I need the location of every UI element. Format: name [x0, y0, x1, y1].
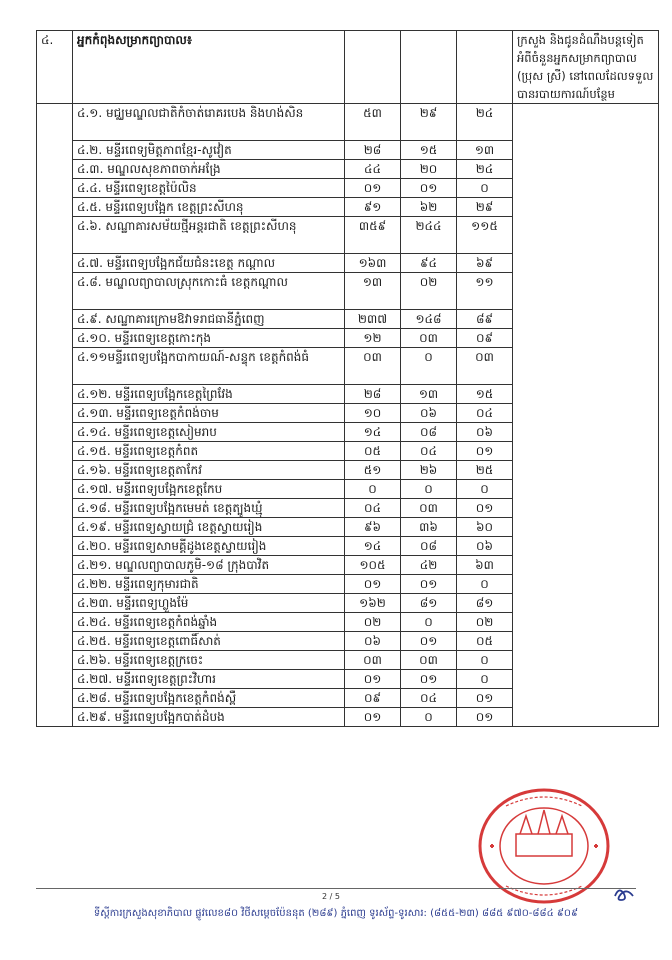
facility-name: ៤.២៣. មន្ទីរពេទ្យហ្លួងម៉ែ — [73, 594, 345, 613]
male-count: ១៤៨ — [401, 310, 457, 329]
female-count: ០៥ — [457, 632, 513, 651]
male-count: ០២ — [401, 273, 457, 310]
section-header-row — [37, 31, 659, 104]
total-count: ៤៤ — [345, 160, 401, 179]
female-count: ៦៣ — [457, 556, 513, 575]
total-count: ០១ — [345, 575, 401, 594]
female-count: ០១ — [457, 442, 513, 461]
male-count: ០៣ — [401, 329, 457, 348]
male-count: ១៥ — [401, 141, 457, 160]
male-count: ២៤៤ — [401, 217, 457, 254]
empty-cell — [401, 31, 457, 104]
female-count: ១៥ — [457, 385, 513, 404]
total-count: ៩៦ — [345, 518, 401, 537]
total-count: ១៤ — [345, 537, 401, 556]
female-count: ០១ — [457, 708, 513, 727]
female-count: ០៤ — [457, 404, 513, 423]
male-count: ១៣ — [401, 385, 457, 404]
total-count: ៥១ — [345, 461, 401, 480]
total-count: ២៨ — [345, 141, 401, 160]
total-count: ១៤ — [345, 423, 401, 442]
total-count: ២៣៧ — [345, 310, 401, 329]
male-count: ០ — [401, 708, 457, 727]
section-index: ៤. — [37, 31, 73, 104]
male-count: ០១ — [401, 179, 457, 198]
footer-address: ទីស្តីការក្រសួងសុខាភិបាល ផ្លូវលេខ៨០ វិថីសម្ដេចប៉ែននុត (២៨៩) ភ្នំពេញ ទូរស័ព្ទ-ទូរសារ: (៨៥៥-២៣) ៨៨៥ ៩៧០-៨៨៤ ៩០៩ — [93, 908, 579, 919]
facility-name: ៤.២១. មណ្ឌលព្យាបាលភូមិ-១៨ ក្រុងបាវិត — [73, 556, 345, 575]
total-count: ១៣ — [345, 273, 401, 310]
male-count: ០៤ — [401, 689, 457, 708]
total-count: ០ — [345, 480, 401, 499]
total-count: ១០៥ — [345, 556, 401, 575]
signature-mark — [612, 884, 638, 904]
facility-name: ៤.២២. មន្ទីរពេទ្យកុមារជាតិ — [73, 575, 345, 594]
male-count: ០៨ — [401, 423, 457, 442]
total-count: ០៩ — [345, 689, 401, 708]
total-count: ០២ — [345, 613, 401, 632]
total-count: ០៣ — [345, 651, 401, 670]
female-count: ១១៥ — [457, 217, 513, 254]
section-title: អ្នកកំពុងសម្រាកព្យាបាល៖ — [73, 31, 345, 104]
total-count: ១២ — [345, 329, 401, 348]
total-count: ០១ — [345, 179, 401, 198]
female-count: ៦៩ — [457, 254, 513, 273]
male-count: ០ — [401, 480, 457, 499]
female-count: ០ — [457, 670, 513, 689]
facility-name: ៤.២៧. មន្ទីរពេទ្យខេត្តព្រះវិហារ — [73, 670, 345, 689]
total-count: ៥៣ — [345, 104, 401, 141]
female-count: ៨១ — [457, 594, 513, 613]
female-count: ១១ — [457, 273, 513, 310]
female-count: ២៥ — [457, 461, 513, 480]
facility-name: ៤.១៤. មន្ទីរពេទ្យខេត្តសៀមរាប — [73, 423, 345, 442]
male-count: ០ — [401, 613, 457, 632]
female-count: ៦០ — [457, 518, 513, 537]
male-count: ៦២ — [401, 198, 457, 217]
facility-name: ៤.១០. មន្ទីរពេទ្យខេត្តកោះកុង — [73, 329, 345, 348]
total-count: ០១ — [345, 708, 401, 727]
female-count: ០ — [457, 179, 513, 198]
male-count: ០១ — [401, 670, 457, 689]
facility-name: ៤.៤. មន្ទីរពេទ្យខេត្តប៉ៃលិន — [73, 179, 345, 198]
male-count: ០១ — [401, 632, 457, 651]
male-count: ០៨ — [401, 537, 457, 556]
total-count: ០១ — [345, 670, 401, 689]
total-count: ០៣ — [345, 348, 401, 385]
female-count: ០ — [457, 480, 513, 499]
facility-name: ៤.៣. មណ្ឌលសុខភាពចាក់អង្រែ — [73, 160, 345, 179]
facility-name: ៤.២៥. មន្ទីរពេទ្យខេត្តពោធិ៍សាត់ — [73, 632, 345, 651]
female-count: ០៦ — [457, 423, 513, 442]
facility-name: ៤.២០. មន្ទីរពេទ្យសាមគ្គីដូងខេត្តស្វាយរៀង — [73, 537, 345, 556]
total-count: ៩១ — [345, 198, 401, 217]
total-count: ១៦២ — [345, 594, 401, 613]
facility-name: ៤.១៨. មន្ទីរពេទ្យបង្អែកមេមត់ ខេត្តត្បូងឃ្មុំ — [73, 499, 345, 518]
male-count: ៨១ — [401, 594, 457, 613]
male-count: ០៦ — [401, 404, 457, 423]
total-count: ៣៥៩ — [345, 217, 401, 254]
male-count: ២៩ — [401, 104, 457, 141]
female-count: ០៣ — [457, 348, 513, 385]
note-column-cell — [513, 104, 659, 727]
section-note: ក្រសួង និងជូនដំណឹងបន្តទៀតអំពីចំនួនអ្នកសម្រាកព្យាបាល (ប្រុស ស្រី) នៅពេលដែលទទួលបានរបាយការណ៍បន្ថែម — [513, 31, 659, 104]
facility-name: ៤.១. មជ្ឈមណ្ឌលជាតិកំចាត់រោគរបេង និងហង់សិន — [73, 104, 345, 141]
facility-name: ៤.៨. មណ្ឌលព្យាបាលស្រុកកោះធំ ខេត្តកណ្តាល — [73, 273, 345, 310]
total-count: ២៨ — [345, 385, 401, 404]
female-count: ០ — [457, 651, 513, 670]
male-count: ០ — [401, 348, 457, 385]
facility-name: ៤.៩. សណ្ឋាគារក្រោមឱវាទរាជធានីភ្នំពេញ — [73, 310, 345, 329]
female-count: ០៩ — [457, 329, 513, 348]
facility-name: ៤.១៣. មន្ទីរពេទ្យខេត្តកំពង់ចាម — [73, 404, 345, 423]
male-count: ៤២ — [401, 556, 457, 575]
female-count: ២៩ — [457, 198, 513, 217]
total-count: ១៦៣ — [345, 254, 401, 273]
female-count: ០ — [457, 575, 513, 594]
facility-name: ៤.១៦. មន្ទីរពេទ្យខេត្តតាកែវ — [73, 461, 345, 480]
male-count: ០៣ — [401, 499, 457, 518]
female-count: ១៣ — [457, 141, 513, 160]
facility-name: ៤.១៥. មន្ទីរពេទ្យខេត្តកំពត — [73, 442, 345, 461]
facility-name: ៤.៥. មន្ទីរពេទ្យបង្អែក ខេត្តព្រះសីហនុ — [73, 198, 345, 217]
male-count: ០៣ — [401, 651, 457, 670]
female-count: ២៤ — [457, 160, 513, 179]
facility-name: ៤.១៧. មន្ទីរពេទ្យបង្អែកខេត្តកែប — [73, 480, 345, 499]
male-count: ៣៦ — [401, 518, 457, 537]
facility-name: ៤.១១មន្ទីរពេទ្យបង្អែកបាកាយណ៍-សន្ទុក ខេត្តកំពង់ធំ — [73, 348, 345, 385]
total-count: ០៤ — [345, 499, 401, 518]
table-row — [37, 104, 659, 141]
total-count: ០៥ — [345, 442, 401, 461]
facility-name: ៤.១៩. មន្ទីរពេទ្យស្វាយជ្រំ ខេត្តស្វាយរៀង — [73, 518, 345, 537]
male-count: ០១ — [401, 575, 457, 594]
total-count: ១០ — [345, 404, 401, 423]
male-count: ២៦ — [401, 461, 457, 480]
female-count: ០២ — [457, 613, 513, 632]
facility-name: ៤.២៨. មន្ទីរពេទ្យបង្អែកខេត្តកំពង់ស្ពឺ — [73, 689, 345, 708]
facility-name: ៤.៧. មន្ទីរពេទ្យបង្អែកជ័យជំនះខេត្ត កណ្តាល — [73, 254, 345, 273]
male-count: ០៤ — [401, 442, 457, 461]
empty-cell — [457, 31, 513, 104]
index-column-cell — [37, 104, 73, 727]
facility-name: ៤.៦. សណ្ឋាគារសម័យថ្មីអន្តរជាតិ ខេត្តព្រះសីហនុ — [73, 217, 345, 254]
empty-cell — [345, 31, 401, 104]
report-table — [36, 30, 659, 727]
facility-name: ៤.២៤. មន្ទីរពេទ្យខេត្តកំពង់ឆ្នាំង — [73, 613, 345, 632]
female-count: ០១ — [457, 499, 513, 518]
page-number: 2 / 5 — [322, 892, 340, 901]
total-count: ០៦ — [345, 632, 401, 651]
facility-name: ៤.២. មន្ទីរពេទ្យមិត្តភាពខ្មែរ-សូវៀត — [73, 141, 345, 160]
female-count: ៨៩ — [457, 310, 513, 329]
female-count: ០១ — [457, 689, 513, 708]
footer-rule — [36, 888, 636, 889]
male-count: ៩៤ — [401, 254, 457, 273]
female-count: ២៤ — [457, 104, 513, 141]
facility-name: ៤.១២. មន្ទីរពេទ្យបង្អែកខេត្តព្រៃវែង — [73, 385, 345, 404]
facility-name: ៤.២៩. មន្ទីរពេទ្យបង្អែកបាត់ដំបង — [73, 708, 345, 727]
female-count: ០៦ — [457, 537, 513, 556]
facility-name: ៤.២៦. មន្ទីរពេទ្យខេត្តក្រចេះ — [73, 651, 345, 670]
male-count: ២០ — [401, 160, 457, 179]
